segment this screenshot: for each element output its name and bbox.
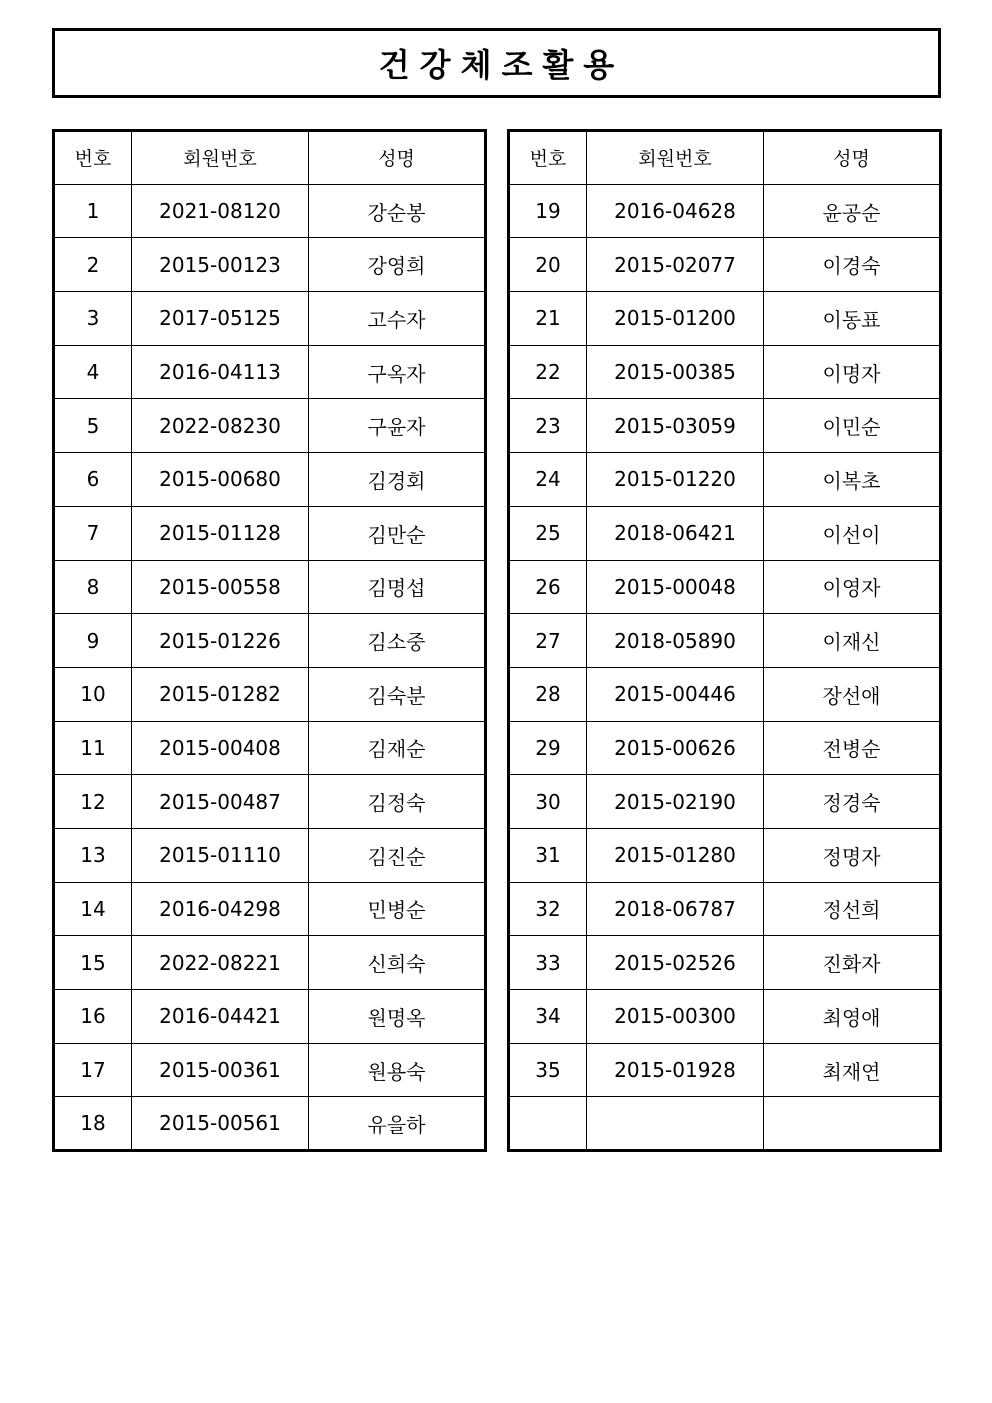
table-row (509, 506, 941, 560)
cell-member-id: 2015-01128 (132, 506, 309, 560)
table-row (509, 614, 941, 668)
cell-name: 원용숙 (309, 1043, 486, 1097)
table-row (509, 936, 941, 990)
cell-name: 원명옥 (309, 990, 486, 1044)
header-number: 번호 (54, 131, 132, 185)
cell-number (509, 1097, 587, 1151)
cell-member-id: 2015-00487 (132, 775, 309, 829)
roster-table-right (507, 129, 942, 1152)
cell-number: 22 (509, 345, 587, 399)
cell-member-id: 2016-04298 (132, 882, 309, 936)
cell-member-id: 2015-00048 (587, 560, 764, 614)
cell-member-id: 2022-08221 (132, 936, 309, 990)
cell-member-id: 2015-00626 (587, 721, 764, 775)
cell-name: 김숙분 (309, 667, 486, 721)
cell-number: 14 (54, 882, 132, 936)
cell-number: 30 (509, 775, 587, 829)
cell-number: 6 (54, 453, 132, 507)
cell-member-id: 2015-00361 (132, 1043, 309, 1097)
cell-name: 최재연 (764, 1043, 941, 1097)
table-header-row (54, 131, 486, 185)
cell-member-id: 2015-01110 (132, 828, 309, 882)
cell-name: 윤공순 (764, 184, 941, 238)
cell-member-id: 2016-04421 (132, 990, 309, 1044)
cell-member-id: 2018-06421 (587, 506, 764, 560)
cell-name: 김재순 (309, 721, 486, 775)
cell-name: 이민순 (764, 399, 941, 453)
cell-name: 김경회 (309, 453, 486, 507)
cell-number: 9 (54, 614, 132, 668)
cell-number: 21 (509, 292, 587, 346)
cell-name: 김명섭 (309, 560, 486, 614)
cell-number: 31 (509, 828, 587, 882)
cell-name: 신희숙 (309, 936, 486, 990)
cell-name: 구옥자 (309, 345, 486, 399)
table-row (509, 345, 941, 399)
cell-number: 18 (54, 1097, 132, 1151)
table-row (54, 828, 486, 882)
table-row (509, 453, 941, 507)
cell-number: 19 (509, 184, 587, 238)
table-row (509, 828, 941, 882)
cell-member-id: 2015-02190 (587, 775, 764, 829)
cell-number: 17 (54, 1043, 132, 1097)
cell-member-id: 2015-01280 (587, 828, 764, 882)
header-name: 성명 (309, 131, 486, 185)
table-row (509, 990, 941, 1044)
header-member-id: 회원번호 (132, 131, 309, 185)
page-title: 건강체조활용 (378, 46, 625, 84)
table-row (54, 775, 486, 829)
cell-member-id: 2015-01226 (132, 614, 309, 668)
table-row (54, 1097, 486, 1151)
cell-name: 정명자 (764, 828, 941, 882)
cell-name: 이영자 (764, 560, 941, 614)
cell-member-id: 2015-02077 (587, 238, 764, 292)
cell-name: 이선이 (764, 506, 941, 560)
table-row (54, 990, 486, 1044)
table-row (54, 614, 486, 668)
cell-member-id: 2015-02526 (587, 936, 764, 990)
table-row (54, 936, 486, 990)
cell-number: 7 (54, 506, 132, 560)
cell-number: 20 (509, 238, 587, 292)
table-row (509, 1043, 941, 1097)
table-row (54, 721, 486, 775)
roster-table-left (52, 129, 487, 1152)
cell-number: 33 (509, 936, 587, 990)
table-header-row (509, 131, 941, 185)
table-row (54, 453, 486, 507)
cell-number: 32 (509, 882, 587, 936)
cell-member-id: 2015-00123 (132, 238, 309, 292)
table-row (54, 882, 486, 936)
table-row (54, 238, 486, 292)
cell-number: 2 (54, 238, 132, 292)
cell-number: 11 (54, 721, 132, 775)
header-name: 성명 (764, 131, 941, 185)
cell-number: 34 (509, 990, 587, 1044)
cell-member-id: 2018-05890 (587, 614, 764, 668)
table-row (509, 184, 941, 238)
cell-number: 29 (509, 721, 587, 775)
cell-name: 진화자 (764, 936, 941, 990)
cell-member-id: 2015-00680 (132, 453, 309, 507)
cell-number: 15 (54, 936, 132, 990)
cell-member-id: 2021-08120 (132, 184, 309, 238)
cell-member-id: 2015-01200 (587, 292, 764, 346)
table-row (509, 1097, 941, 1151)
cell-number: 3 (54, 292, 132, 346)
cell-member-id: 2016-04113 (132, 345, 309, 399)
cell-name: 강순봉 (309, 184, 486, 238)
cell-member-id: 2015-03059 (587, 399, 764, 453)
table-row (509, 721, 941, 775)
cell-number: 12 (54, 775, 132, 829)
cell-member-id: 2015-00408 (132, 721, 309, 775)
cell-number: 27 (509, 614, 587, 668)
roster-body-left (54, 184, 486, 1150)
table-row (54, 399, 486, 453)
cell-member-id: 2017-05125 (132, 292, 309, 346)
cell-number: 23 (509, 399, 587, 453)
cell-name (764, 1097, 941, 1151)
table-row (509, 238, 941, 292)
cell-member-id: 2015-00446 (587, 667, 764, 721)
table-row (54, 184, 486, 238)
cell-name: 이경숙 (764, 238, 941, 292)
cell-member-id: 2018-06787 (587, 882, 764, 936)
table-row (54, 345, 486, 399)
table-row (54, 292, 486, 346)
title-box (52, 28, 941, 98)
cell-name: 민병순 (309, 882, 486, 936)
cell-member-id: 2015-00558 (132, 560, 309, 614)
table-row (54, 667, 486, 721)
cell-member-id (587, 1097, 764, 1151)
table-row (509, 882, 941, 936)
cell-name: 정선희 (764, 882, 941, 936)
table-row (509, 775, 941, 829)
cell-name: 유을하 (309, 1097, 486, 1151)
cell-number: 5 (54, 399, 132, 453)
cell-number: 1 (54, 184, 132, 238)
cell-number: 16 (54, 990, 132, 1044)
cell-number: 13 (54, 828, 132, 882)
cell-name: 고수자 (309, 292, 486, 346)
cell-name: 이복초 (764, 453, 941, 507)
cell-name: 김소중 (309, 614, 486, 668)
cell-number: 26 (509, 560, 587, 614)
cell-name: 김진순 (309, 828, 486, 882)
cell-name: 이동표 (764, 292, 941, 346)
cell-number: 8 (54, 560, 132, 614)
cell-name: 이재신 (764, 614, 941, 668)
cell-name: 구윤자 (309, 399, 486, 453)
cell-member-id: 2015-01220 (587, 453, 764, 507)
roster-body-right (509, 184, 941, 1150)
table-row (509, 667, 941, 721)
cell-member-id: 2015-01928 (587, 1043, 764, 1097)
cell-number: 25 (509, 506, 587, 560)
table-row (509, 399, 941, 453)
cell-number: 28 (509, 667, 587, 721)
table-row (509, 292, 941, 346)
cell-name: 이명자 (764, 345, 941, 399)
table-row (509, 560, 941, 614)
cell-name: 정경숙 (764, 775, 941, 829)
cell-name: 김만순 (309, 506, 486, 560)
cell-name: 김정숙 (309, 775, 486, 829)
cell-member-id: 2015-00300 (587, 990, 764, 1044)
cell-member-id: 2015-01282 (132, 667, 309, 721)
table-row (54, 560, 486, 614)
cell-number: 10 (54, 667, 132, 721)
table-row (54, 506, 486, 560)
cell-member-id: 2015-00385 (587, 345, 764, 399)
header-number: 번호 (509, 131, 587, 185)
cell-number: 24 (509, 453, 587, 507)
cell-name: 최영애 (764, 990, 941, 1044)
header-member-id: 회원번호 (587, 131, 764, 185)
cell-name: 전병순 (764, 721, 941, 775)
cell-member-id: 2022-08230 (132, 399, 309, 453)
cell-member-id: 2015-00561 (132, 1097, 309, 1151)
table-row (54, 1043, 486, 1097)
cell-member-id: 2016-04628 (587, 184, 764, 238)
cell-name: 강영희 (309, 238, 486, 292)
cell-number: 4 (54, 345, 132, 399)
cell-number: 35 (509, 1043, 587, 1097)
cell-name: 장선애 (764, 667, 941, 721)
